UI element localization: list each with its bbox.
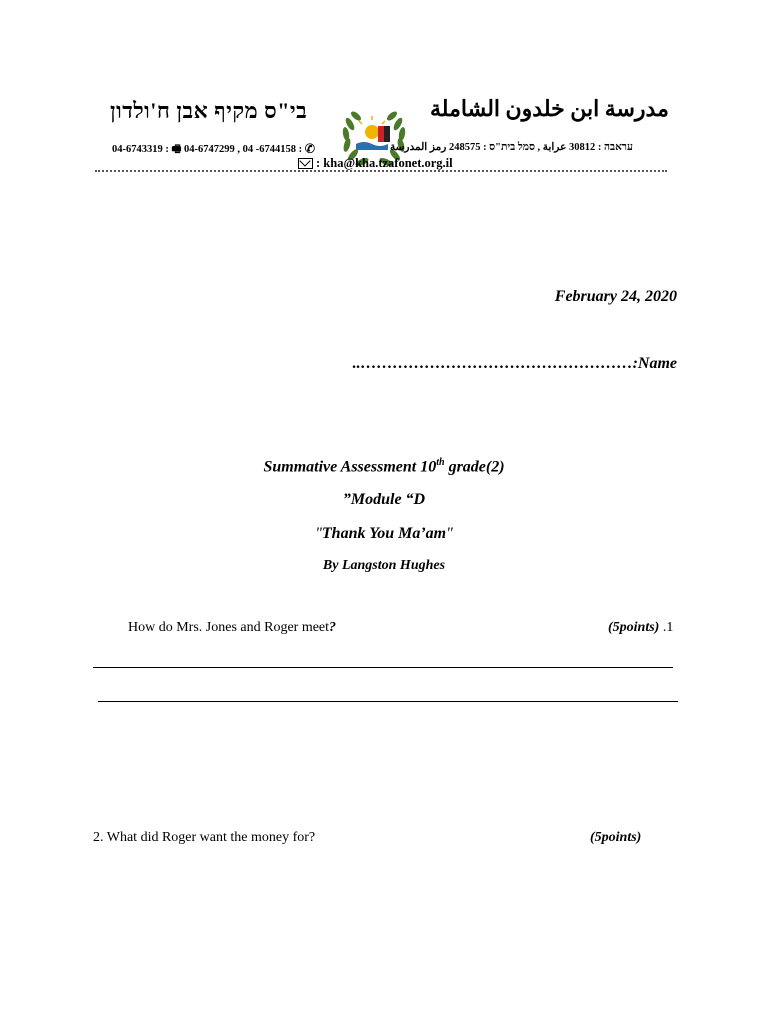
question-1-mark: ? bbox=[329, 620, 337, 635]
story-title bbox=[0, 525, 768, 543]
phone-fax-line: 04-6743319 : 🖷 04-6747299 , 04 -6744158 : ✆ bbox=[112, 144, 316, 155]
document-date: February 24, 2020 bbox=[554, 288, 677, 305]
question-1-text: How do Mrs. Jones and Roger meet bbox=[128, 620, 330, 635]
story-author: By Langston Hughes bbox=[322, 558, 446, 573]
title-suffix: grade(2) bbox=[444, 458, 505, 476]
email-text: : kha@kha.tzafonet.org.il bbox=[316, 156, 453, 170]
water-icon bbox=[356, 142, 388, 150]
story-title-text: Thank You Ma’am bbox=[321, 525, 447, 542]
module-label: ”Module “D bbox=[342, 491, 426, 508]
title-prefix: Summative Assessment 10 bbox=[263, 458, 437, 476]
question-1-number: .1 bbox=[659, 620, 674, 635]
school-name-arabic: مدرسة ابن خلدون الشاملة bbox=[430, 96, 669, 121]
header-divider bbox=[95, 170, 667, 172]
answer-line bbox=[93, 667, 673, 668]
question-1-points bbox=[608, 620, 673, 636]
story-open-quote: " bbox=[315, 525, 322, 542]
student-name-field: ..……………………………………………:Name bbox=[352, 355, 677, 372]
email-line bbox=[298, 156, 453, 171]
sun-icon bbox=[365, 125, 379, 139]
mail-icon bbox=[298, 158, 313, 169]
question-1 bbox=[128, 620, 336, 636]
question-2: 2. What did Roger want the money for? bbox=[93, 830, 316, 845]
address-line: עראבה : 30812 عرابة , סמל בית"ס : 248575 رمز المدرسة bbox=[390, 142, 633, 153]
story-close-quote: " bbox=[446, 525, 453, 542]
school-name-hebrew: בי"ס מקיף אבן ח'ולדון bbox=[110, 98, 308, 123]
question-2-points: (5points) bbox=[590, 830, 642, 845]
assessment-title bbox=[0, 457, 768, 476]
answer-line bbox=[98, 701, 678, 702]
title-superscript: th bbox=[436, 457, 445, 468]
question-1-points-value: (5points) bbox=[608, 620, 660, 635]
